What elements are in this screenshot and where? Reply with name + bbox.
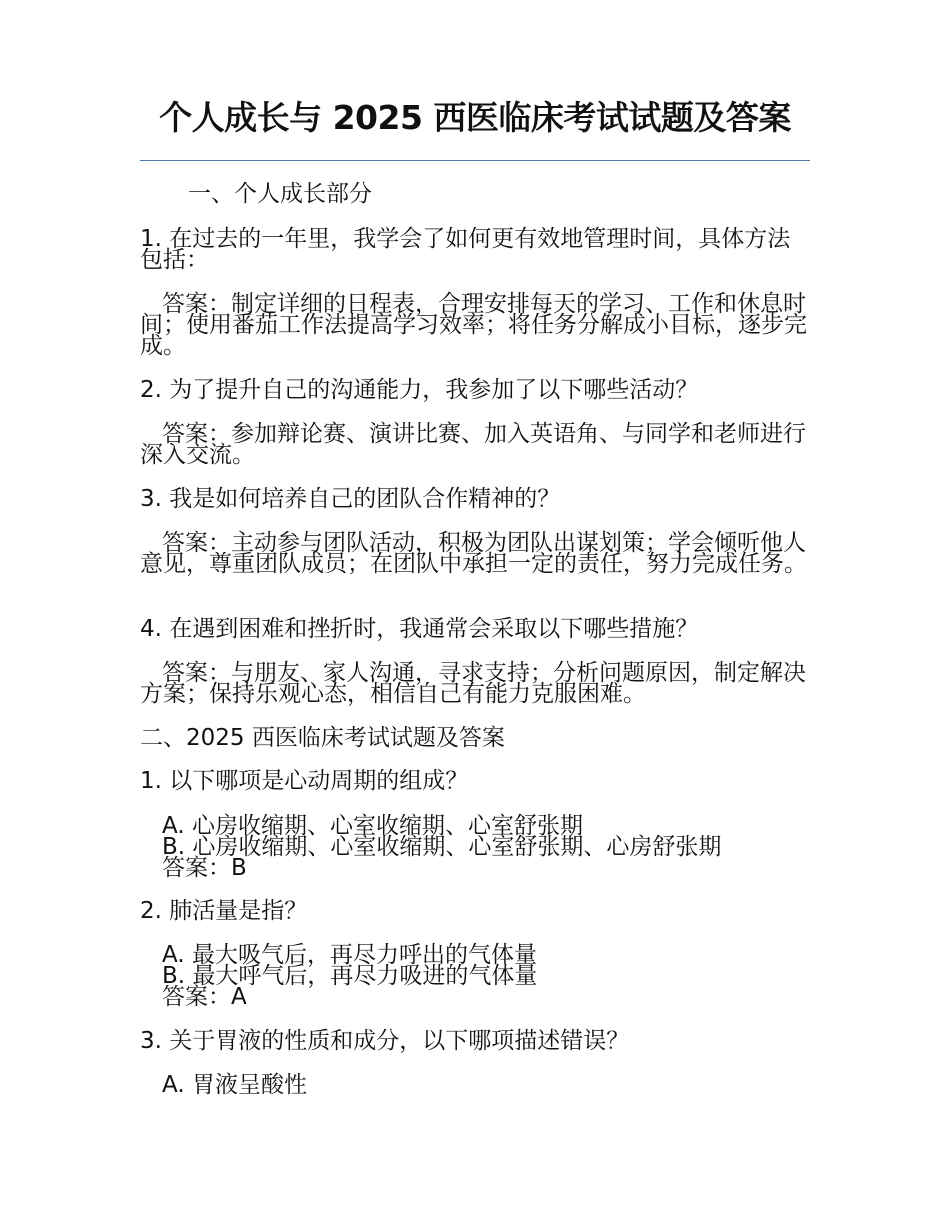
personal-answer-2: 答案：参加辩论赛、演讲比赛、加入英语角、与同学和老师进行深入交流。 [140, 421, 806, 468]
title-underline [140, 160, 810, 161]
exam-question-1: 1. 以下哪项是心动周期的组成？ [140, 768, 469, 794]
personal-question-1: 1. 在过去的一年里，我学会了如何更有效地管理时间，具体方法包括： [140, 226, 791, 273]
exam-q2-answer: 答案：A [162, 984, 247, 1010]
exam-question-2: 2. 肺活量是指？ [140, 898, 308, 924]
exam-q1-option-b: B. 心房收缩期、心室收缩期、心室舒张期、心房舒张期 [162, 834, 722, 860]
personal-question-2: 2. 为了提升自己的沟通能力，我参加了以下哪些活动？ [140, 377, 699, 403]
exam-q1-answer: 答案：B [162, 855, 247, 881]
personal-question-3: 3. 我是如何培养自己的团队合作精神的？ [140, 486, 561, 512]
personal-answer-1: 答案：制定详细的日程表，合理安排每天的学习、工作和休息时间；使用番茄工作法提高学习效率；将任务分解成小目标，逐步完成。 [140, 291, 807, 359]
section-heading-personal-growth: 一、个人成长部分 [188, 181, 372, 207]
exam-question-3: 3. 关于胃液的性质和成分，以下哪项描述错误？ [140, 1028, 630, 1054]
personal-question-4: 4. 在遇到困难和挫折时，我通常会采取以下哪些措施？ [140, 616, 699, 642]
section-heading-exam: 二、2025 西医临床考试试题及答案 [140, 725, 505, 751]
exam-q3-option-a: A. 胃液呈酸性 [162, 1072, 307, 1098]
personal-answer-4: 答案：与朋友、家人沟通，寻求支持；分析问题原因，制定解决方案；保持乐观心态，相信自己有能力克服困难。 [140, 660, 806, 707]
exam-q1-option-a: A. 心房收缩期、心室收缩期、心室舒张期 [162, 813, 583, 839]
exam-q2-option-a: A. 最大吸气后，再尽力呼出的气体量 [162, 942, 537, 968]
personal-answer-3: 答案：主动参与团队活动，积极为团队出谋划策；学会倾听他人意见，尊重团队成员；在团队中承担一定的责任，努力完成任务。 [140, 530, 807, 577]
exam-q2-option-b: B. 最大呼气后，再尽力吸进的气体量 [162, 963, 538, 989]
document-title: 个人成长与 2025 西医临床考试试题及答案 [159, 98, 791, 137]
